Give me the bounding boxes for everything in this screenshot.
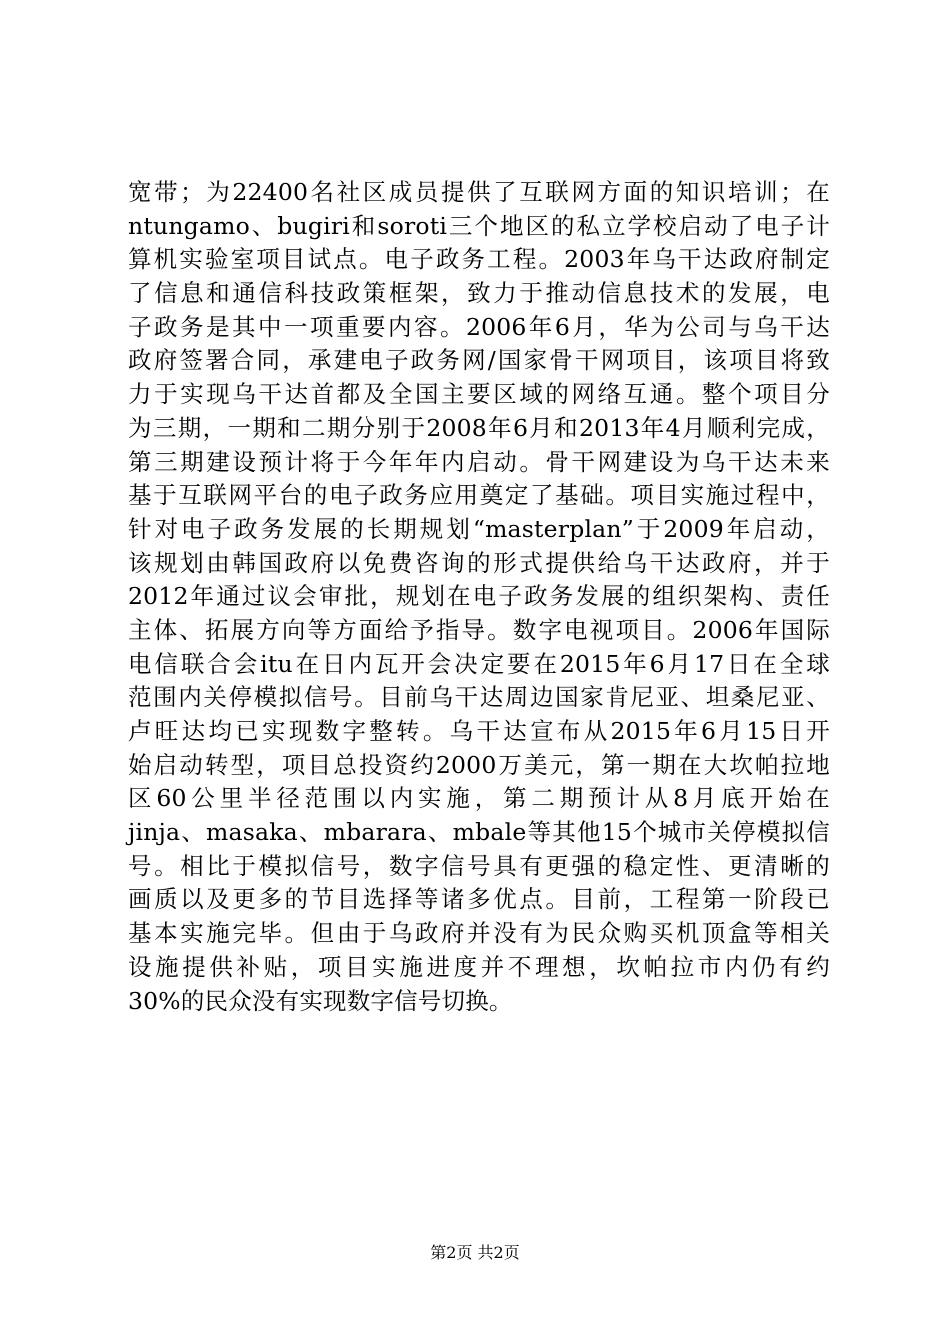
text-line: 卢旺达均已实现数字整转。乌干达宣布从2015年6月15日开 — [128, 717, 830, 745]
text-line: 范围内关停模拟信号。目前乌干达周边国家肯尼亚、坦桑尼亚、 — [128, 683, 830, 712]
text-line: 号。相比于模拟信号，数字信号具有更强的稳定性、更清晰的 — [128, 851, 830, 880]
text-line: 区60公里半径范围以内实施，第二期预计从8月底开始在 — [128, 784, 830, 813]
text-line: 基本实施完毕。但由于乌政府并没有为民众购买机顶盒等相关 — [128, 919, 830, 948]
text-line: 针对电子政务发展的长期规划“masterplan”于2009年启动， — [128, 514, 830, 543]
text-line: 主体、拓展方向等方面给予指导。数字电视项目。2006年国际 — [128, 615, 830, 644]
page-number: 第2页 共2页 — [430, 1243, 520, 1262]
text-line: 电信联合会itu在日内瓦开会决定要在2015年6月17日在全球 — [128, 649, 830, 678]
text-line: jinja、masaka、mbarara、mbale等其他15个城市关停模拟信 — [128, 818, 830, 847]
page-footer — [0, 1242, 950, 1264]
text-line: 宽带；为22400名社区成员提供了互联网方面的知识培训；在 — [128, 178, 830, 206]
text-line: 2012年通过议会审批，规划在电子政务发展的组织架构、责任 — [128, 582, 830, 611]
text-line: 画质以及更多的节目选择等诸多优点。目前，工程第一阶段已 — [128, 885, 830, 914]
text-line: ntungamo、bugiri和soroti三个地区的私立学校启动了电子计 — [128, 211, 830, 240]
text-line: 该规划由韩国政府以免费咨询的形式提供给乌干达政府，并于 — [128, 548, 830, 577]
text-line: 子政务是其中一项重要内容。2006年6月，华为公司与乌干达 — [128, 312, 830, 341]
text-line: 政府签署合同，承建电子政务网/国家骨干网项目，该项目将致 — [128, 346, 830, 375]
text-line: 始启动转型，项目总投资约2000万美元，第一期在大坎帕拉地 — [128, 750, 830, 779]
text-line: 了信息和通信科技政策框架，致力于推动信息技术的发展，电 — [128, 279, 830, 308]
text-line: 算机实验室项目试点。电子政务工程。2003年乌干达政府制定 — [128, 245, 830, 274]
text-line: 力于实现乌干达首都及全国主要区域的网络互通。整个项目分 — [128, 380, 830, 409]
text-line: 设施提供补贴，项目实施进度并不理想，坎帕拉市内仍有约 — [128, 952, 830, 981]
text-line: 为三期，一期和二期分别于2008年6月和2013年4月顺利完成， — [128, 413, 830, 442]
text-line: 30%的民众没有实现数字信号切换。 — [128, 986, 513, 1015]
text-line: 基于互联网平台的电子政务应用奠定了基础。项目实施过程中， — [128, 481, 830, 510]
text-line: 第三期建设预计将于今年年内启动。骨干网建设为乌干达未来 — [128, 447, 830, 476]
body-text — [128, 176, 830, 1018]
